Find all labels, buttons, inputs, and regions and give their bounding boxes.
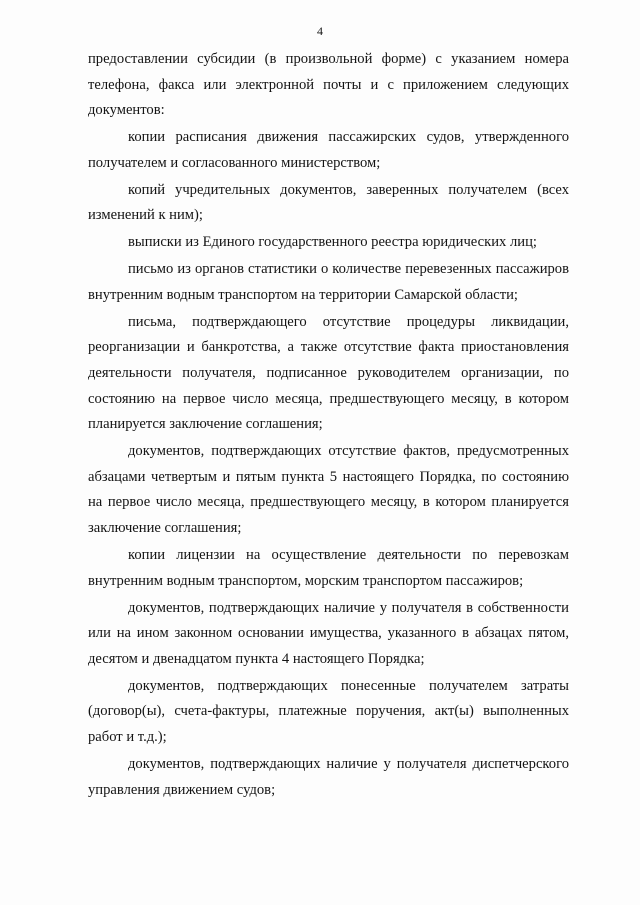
- paragraph-no-liquidation-letter: письма, подтверждающего отсутствие процедуры ликвидации, реорганизации и банкротства, а также отсутствие факта приостановления деятельности получателя, подписанное руководителем организации, по состоянию на первое число месяца, предшествующего месяцу, в котором планируется заключение соглашения;: [88, 313, 569, 433]
- paragraph-property-documents: документов, подтверждающих наличие у получателя в собственности или на ином законном основании имущества, указанного в абзацах пятом, десятом и двенадцатом пункта 4 настоящего Порядка;: [88, 599, 569, 667]
- document-body: [88, 47, 569, 805]
- paragraph-registry-extract: выписки из Единого государственного реестра юридических лиц;: [128, 234, 537, 251]
- paragraph-absence-facts-documents: документов, подтверждающих отсутствие фактов, предусмотренных абзацами четвертым и пятым пункта 5 настоящего Порядка, по состоянию на первое число месяца, предшествующего месяцу, в котором планируется заключение соглашения;: [88, 443, 569, 537]
- paragraph-license-copy: копии лицензии на осуществление деятельности по перевозкам внутренним водным транспортом, морским транспортом пассажиров;: [88, 547, 569, 589]
- paragraph-dispatch-documents: документов, подтверждающих наличие у получателя диспетчерского управления движением судов;: [88, 755, 569, 798]
- paragraph-expense-documents: документов, подтверждающих понесенные получателем затраты (договор(ы), счета-фактуры, платежные поручения, акт(ы) выполненных работ и т.д.);: [88, 677, 569, 745]
- paragraph-statistics-letter: письмо из органов статистики о количестве перевезенных пассажиров внутренним водным транспортом на территории Самарской области;: [88, 261, 569, 303]
- page-number: 4: [317, 24, 323, 38]
- paragraph-founding-documents: копий учредительных документов, заверенных получателем (всех изменений к ним);: [88, 181, 569, 224]
- paragraph-schedule-copy: копии расписания движения пассажирских судов, утвержденного получателем и согласованного министерством;: [88, 129, 569, 171]
- paragraph-intro-continuation: предоставлении субсидии (в произвольной форме) с указанием номера телефона, факса или электронной почты и с приложением следующих документов:: [88, 51, 569, 119]
